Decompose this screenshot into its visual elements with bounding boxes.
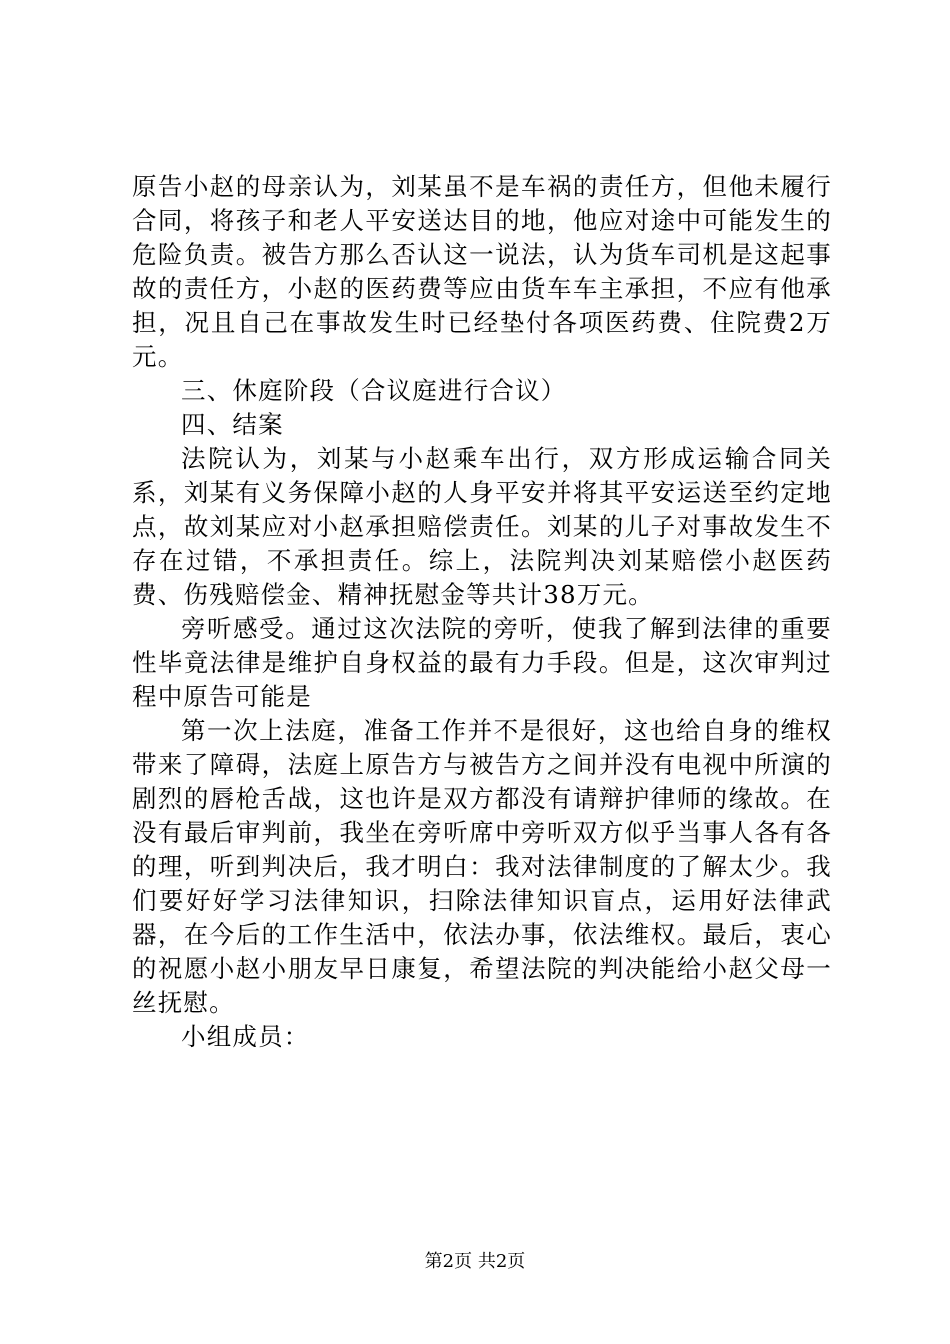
section-heading-conclusion: 四、结案 [181, 410, 284, 439]
document-body [132, 170, 832, 1054]
paragraph-reflection-intro: 旁听感受。通过这次法院的旁听，使我了解到法律的重要性毕竟法律是维护自身权益的最有力手段。但是，这次审判过程中原告可能是 [132, 614, 832, 711]
paragraph-group-members: 小组成员： [181, 1022, 310, 1051]
page-number-footer: 第2页 共2页 [424, 1251, 526, 1272]
paragraph-plaintiff-claim: 原告小赵的母亲认为，刘某虽不是车祸的责任方，但他未履行合同，将孩子和老人平安送达目的地，他应对途中可能发生的危险负责。被告方那么否认这一说法，认为货车司机是这起事故的责任方，小赵的医药费等应由货车车主承担，不应有他承担，况且自己在事故发生时已经垫付各项医药费、住院费2万元。 [132, 172, 832, 371]
paragraph-court-ruling: 法院认为，刘某与小赵乘车出行，双方形成运输合同关系，刘某有义务保障小赵的人身平安并将其平安运送至约定地点，故刘某应对小赵承担赔偿责任。刘某的儿子对事故发生不存在过错，不承担责任。综上，法院判决刘某赔偿小赵医药费、伤残赔偿金、精神抚慰金等共计38万元。 [132, 444, 832, 609]
paragraph-reflection-body: 第一次上法庭，准备工作并不是很好，这也给自身的维权带来了障碍，法庭上原告方与被告方之间并没有电视中所演的剧烈的唇枪舌战，这也许是双方都没有请辩护律师的缘故。在没有最后审判前，我坐在旁听席中旁听双方似乎当事人各有各的理，听到判决后，我才明白：我对法律制度的了解太少。我们要好好学习法律知识，扫除法律知识盲点，运用好法律武器，在今后的工作生活中，依法办事，依法维权。最后，衷心的祝愿小赵小朋友早日康复，希望法院的判决能给小赵父母一丝抚慰。 [132, 716, 832, 1017]
section-heading-recess: 三、休庭阶段（合议庭进行合议） [181, 376, 567, 405]
